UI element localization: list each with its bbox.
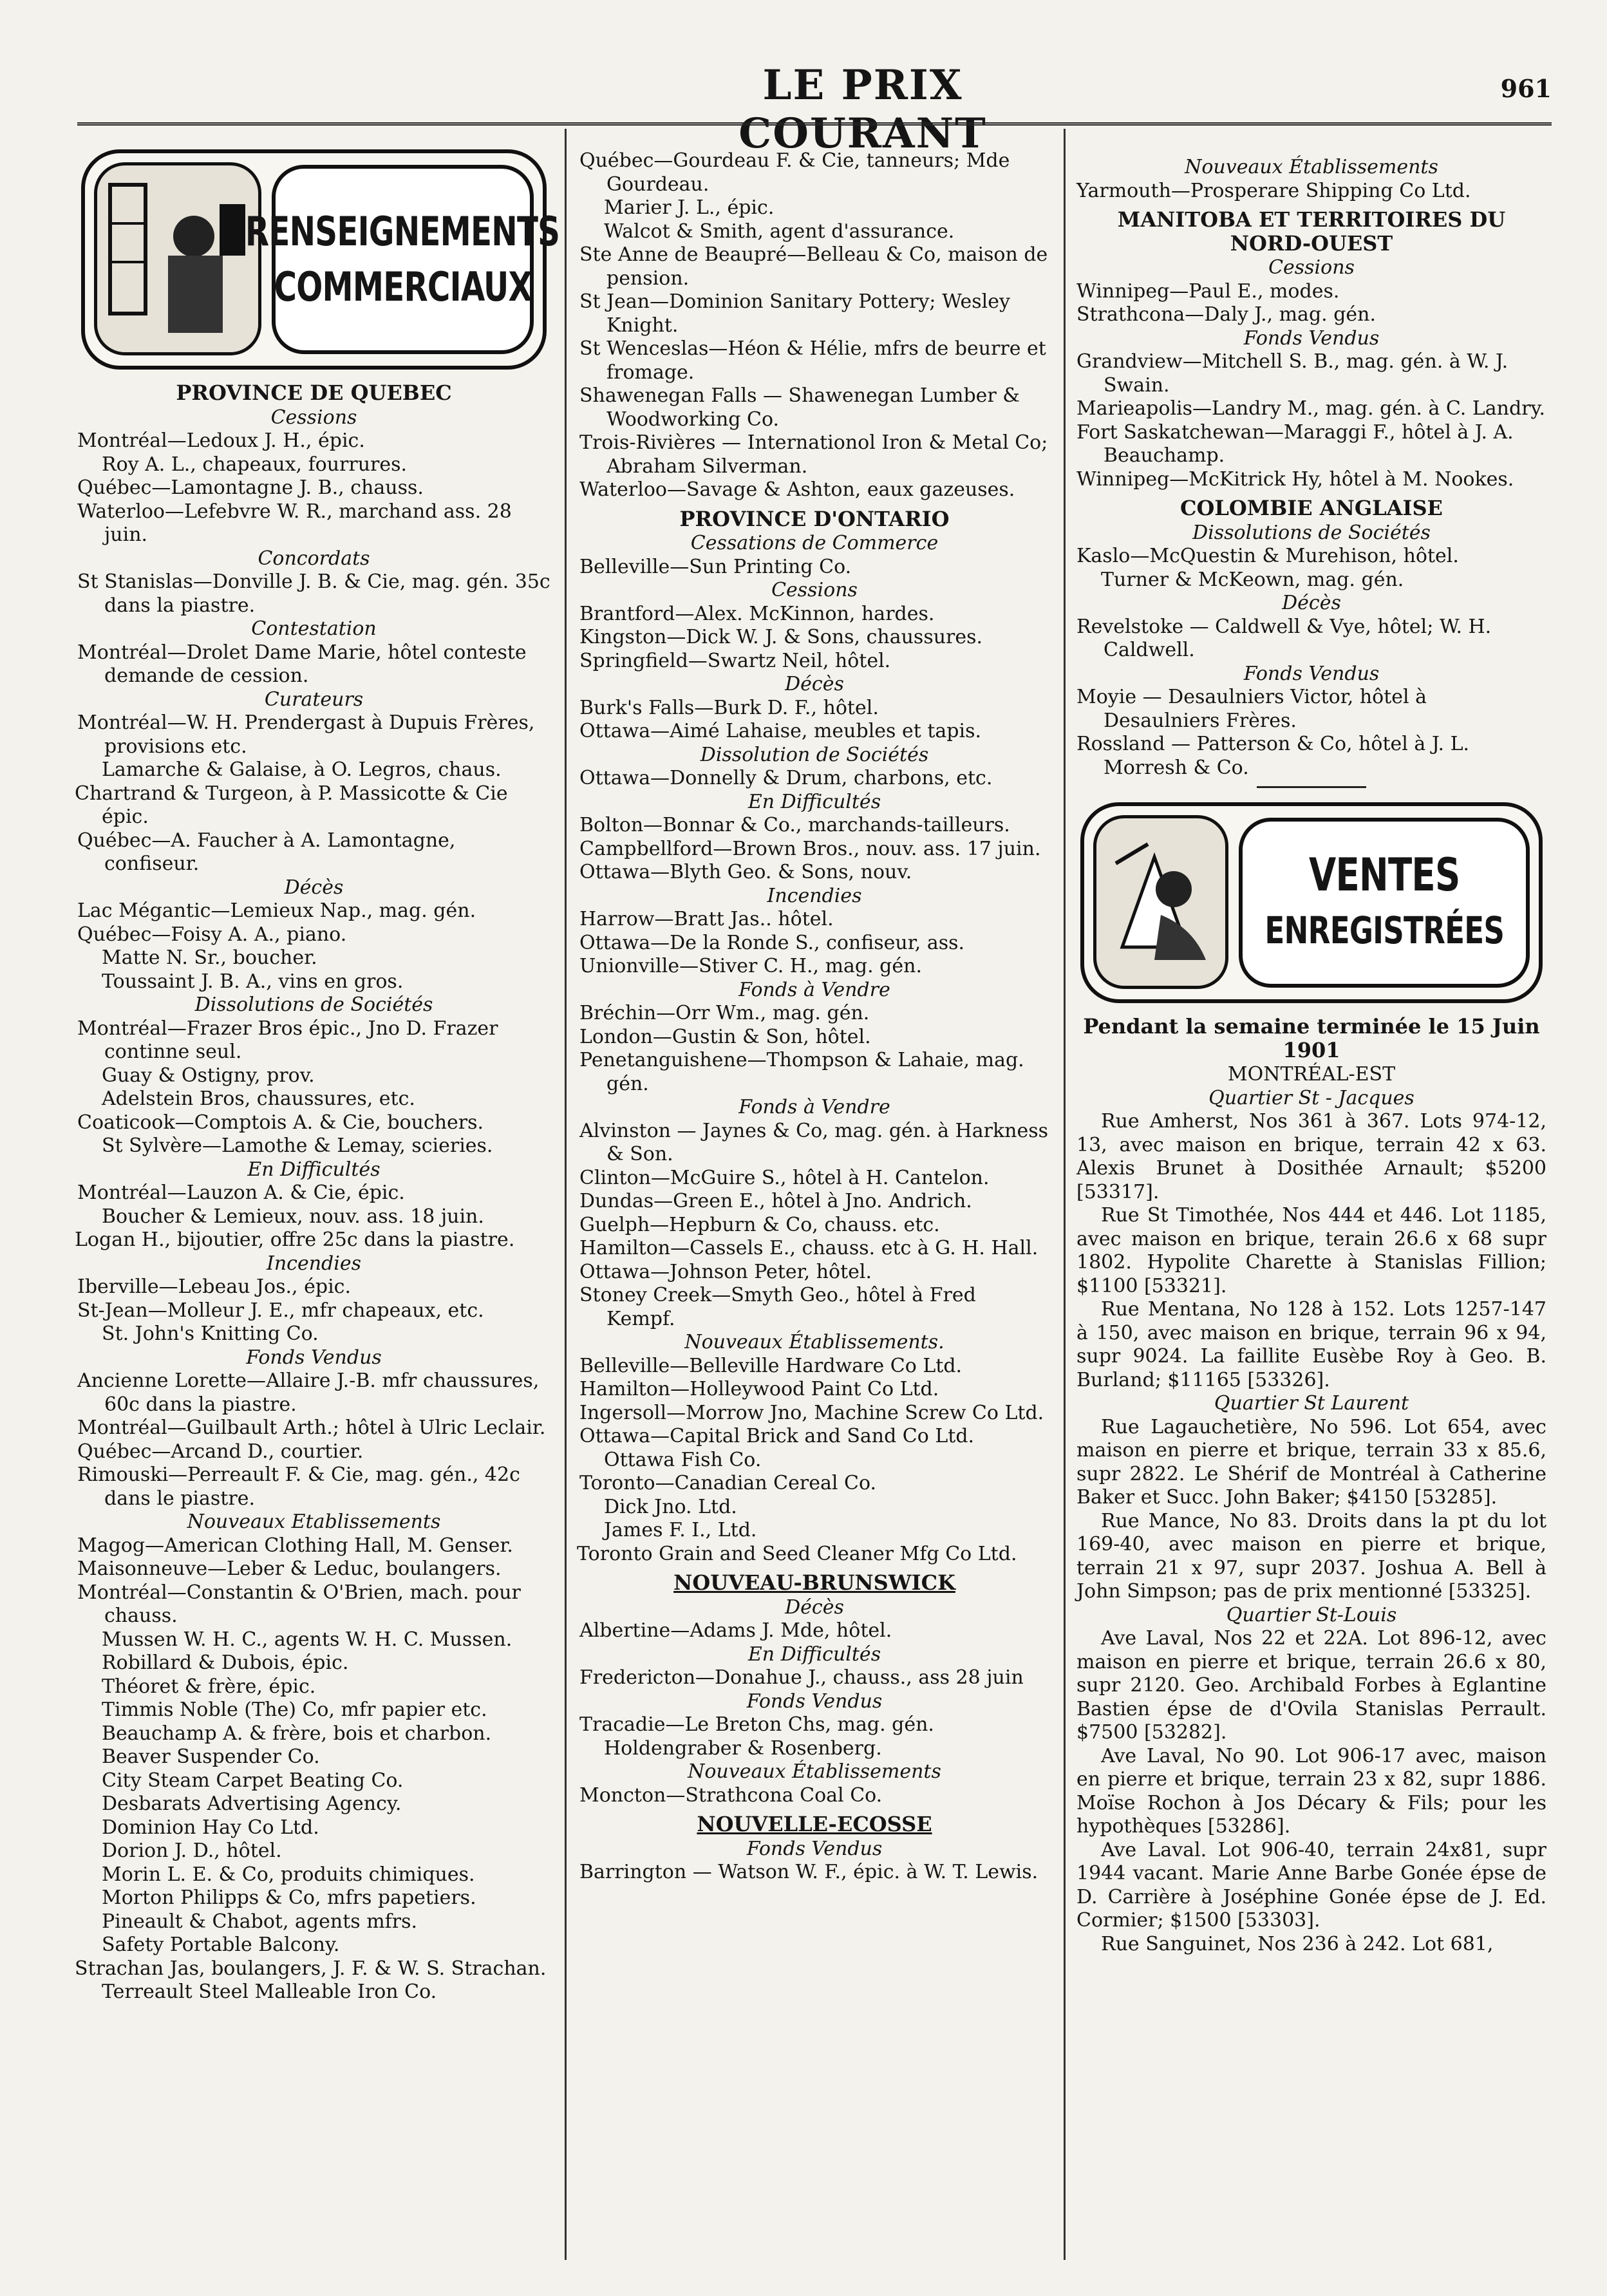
listing-entry: Montréal—Lauzon A. & Cie, épic. <box>77 1181 405 1204</box>
listing-entry: Bolton—Bonnar & Co., marchands-tailleurs. <box>579 814 1010 836</box>
middle-listings <box>579 149 1049 1885</box>
listing-entry: Shawenegan Falls — Shawenegan Lumber & Woodworking Co. <box>579 384 1020 431</box>
listing-entry: Hamilton—Cassels E., chauss. etc à G. H. Hall. <box>579 1237 1038 1259</box>
merchant-illustration <box>94 162 261 355</box>
banner-line-1: RENSEIGNEMENTS <box>245 208 560 255</box>
listing-entry: Rue Mentana, No 128 à 152. Lots 1257-147 à 150, avec maison en brique, terrain 96 x 94, supr 9024. La faillite Eusèbe Roy à Geo. B. Burland; $11165 [53326]. <box>1076 1298 1546 1391</box>
ventes-line-2: ENREGISTRÉES <box>1264 908 1504 952</box>
listing-entry: Grandview—Mitchell S. B., mag. gén. à W. J. Swain. <box>1076 350 1508 397</box>
listing-entry: Strachan Jas, boulangers, J. F. & W. S. Strachan. <box>75 1957 547 1980</box>
listing-entry: Rue Amherst, Nos 361 à 367. Lots 974-12, 13, avec maison en brique, terrain 42 x 63. Alexis Brunet à Dosithée Arnault; $5200 [53317]. <box>1076 1110 1546 1203</box>
subsection-heading: Cessions <box>270 406 357 429</box>
listing-entry: Québec—Gourdeau F. & Cie, tanneurs; Mde Gourdeau. <box>579 149 1010 196</box>
renseignements-banner <box>81 149 560 370</box>
listing-entry: Rue Mance, No 83. Droits dans la pt du lot 169-40, avec maison en pierre et brique, terrain 21 x 97, supr 2037. Joshua A. Bell à John Simpson; pas de prix mentionné [53325]. <box>1076 1509 1546 1603</box>
listing-entry: Stoney Creek—Smyth Geo., hôtel à Fred Kempf. <box>579 1284 976 1330</box>
listing-entry: Chartrand & Turgeon, à P. Massicotte & Cie épic. <box>75 782 508 828</box>
listing-entry: Rimouski—Perreault F. & Cie, mag. gén., 42c dans le piastre. <box>77 1463 520 1510</box>
subsection-heading: Nouveaux Etablissements <box>187 1510 441 1533</box>
listing-entry: Maisonneuve—Leber & Leduc, boulangers. <box>77 1557 502 1580</box>
listing-entry: Boucher & Lemieux, nouv. ass. 18 juin. <box>102 1205 484 1228</box>
listing-entry: Ingersoll—Morrow Jno, Machine Screw Co Ltd. <box>579 1401 1044 1424</box>
section-heading: NOUVELLE-ECOSSE <box>697 1812 932 1836</box>
listing-entry: Toronto Grain and Seed Cleaner Mfg Co Ltd. <box>577 1542 1017 1565</box>
subsection-heading: Fonds Vendus <box>1243 326 1380 350</box>
listing-entry: Moncton—Strathcona Coal Co. <box>579 1783 883 1807</box>
middle-column <box>579 149 1049 1885</box>
section-heading: Pendant la semaine terminée le 15 Juin 1901 <box>1083 1014 1540 1062</box>
listing-entry: Ottawa—Capital Brick and Sand Co Ltd. <box>579 1425 975 1447</box>
subsection-heading: Contestation <box>251 617 377 640</box>
listing-entry: Kaslo—McQuestin & Murehison, hôtel. <box>1076 545 1459 567</box>
subsection-heading: Incendies <box>267 1252 361 1275</box>
listing-entry: Mussen W. H. C., agents W. H. C. Mussen. <box>102 1628 512 1651</box>
listing-entry: MONTRÉAL-EST <box>1227 1063 1396 1086</box>
subsection-heading: Cessions <box>771 579 858 601</box>
subsection-heading: Quartier St-Louis <box>1226 1603 1397 1626</box>
listing-entry: Magog—American Clothing Hall, M. Genser. <box>77 1534 513 1557</box>
listing-entry: Ancienne Lorette—Allaire J.-B. mfr chaussures, 60c dans la piastre. <box>77 1369 540 1416</box>
subsection-heading: Fonds Vendus <box>746 1689 883 1713</box>
listing-entry: St Wenceslas—Héon & Hélie, mfrs de beurre et fromage. <box>579 337 1046 384</box>
listing-entry: St Jean—Dominion Sanitary Pottery; Wesley Knight. <box>579 290 1010 337</box>
listing-entry: Penetanguishene—Thompson & Lahaie, mag. gén. <box>579 1049 1024 1095</box>
listing-entry: Bréchin—Orr Wm., mag. gén. <box>579 1002 870 1024</box>
section-heading: COLOMBIE ANGLAISE <box>1180 496 1443 520</box>
listing-entry: Robillard & Dubois, épic. <box>102 1651 349 1674</box>
ventes-title <box>1239 818 1530 988</box>
subsection-heading: En Difficultés <box>747 790 881 813</box>
listing-entry: Springfield—Swartz Neil, hôtel. <box>579 649 891 672</box>
separator <box>1257 786 1366 788</box>
subsection-heading: Concordats <box>258 547 370 570</box>
subsection-heading: Quartier St - Jacques <box>1208 1086 1414 1109</box>
listing-entry: Kingston—Dick W. J. & Sons, chaussures. <box>579 626 983 648</box>
listing-entry: Belleville—Belleville Hardware Co Ltd. <box>579 1354 963 1377</box>
subsection-heading: Nouveaux Établissements. <box>684 1331 944 1353</box>
listing-entry: Fort Saskatchewan—Maraggi F., hôtel à J. A. Beauchamp. <box>1076 420 1514 467</box>
subsection-heading: Dissolutions de Sociétés <box>194 993 433 1016</box>
listing-entry: Lamarche & Galaise, à O. Legros, chaus. <box>102 758 502 781</box>
listing-entry: Rue St Timothée, Nos 444 et 446. Lot 1185, avec maison en brique, terain 26.6 x 68 supr 1802. Hypolite Charette à Stanislas Fillion; $1100 [53321]. <box>1076 1204 1546 1297</box>
listing-entry: Barrington — Watson W. F., épic. à W. T. Lewis. <box>579 1861 1038 1883</box>
listing-entry: Fredericton—Donahue J., chauss., ass 28 juin <box>579 1666 1024 1689</box>
listing-entry: Dominion Hay Co Ltd. <box>102 1816 319 1839</box>
section-heading: PROVINCE DE QUEBEC <box>176 381 452 405</box>
listing-entry: Ottawa—De la Ronde S., confiseur, ass. <box>579 931 965 954</box>
listing-entry: Dorion J. D., hôtel. <box>102 1840 282 1862</box>
listing-entry: Hamilton—Holleywood Paint Co Ltd. <box>579 1378 939 1400</box>
listing-entry: Ottawa—Blyth Geo. & Sons, nouv. <box>579 861 912 883</box>
column-divider <box>1064 129 1066 2260</box>
listing-entry: Ave Laval. Lot 906-40, terrain 24x81, supr 1944 vacant. Marie Anne Barbe Gonée épse de D. Carrière à Joséphine Gonée épse de J. Ed. Cormier; $1500 [53303]. <box>1076 1838 1546 1932</box>
subsection-heading: Incendies <box>767 884 862 907</box>
listing-entry: Toronto—Canadian Cereal Co. <box>579 1472 877 1494</box>
listing-entry: Campbellford—Brown Bros., nouv. ass. 17 juin. <box>579 837 1041 860</box>
subsection-heading: Curateurs <box>264 688 364 711</box>
listing-entry: St-Jean—Molleur J. E., mfr chapeaux, etc. <box>77 1299 484 1322</box>
listing-entry: Morin L. E. & Co, produits chimiques. <box>102 1863 475 1886</box>
listing-entry: Montréal—Drolet Dame Marie, hôtel conteste demande de cession. <box>77 641 527 687</box>
section-heading: PROVINCE D'ONTARIO <box>679 506 950 531</box>
listing-entry: Waterloo—Lefebvre W. R., marchand ass. 28 juin. <box>77 500 512 546</box>
banner-title <box>245 165 560 354</box>
subsection-heading: Fonds à Vendre <box>738 978 890 1001</box>
listing-entry: Théoret & frère, épic. <box>102 1675 316 1698</box>
listing-entry: Ottawa Fish Co. <box>604 1448 762 1471</box>
section-heading: MANITOBA ET TERRITOIRES DU NORD-OUEST <box>1117 207 1506 256</box>
masthead <box>77 61 1552 158</box>
listing-entry: Ottawa—Aimé Lahaise, meubles et tapis. <box>579 720 982 742</box>
listing-entry: Unionville—Stiver C. H., mag. gén. <box>579 955 923 977</box>
subsection-heading: En Difficultés <box>247 1158 381 1181</box>
listing-entry: Beaver Suspender Co. <box>102 1746 320 1768</box>
listing-entry: Timmis Noble (The) Co, mfr papier etc. <box>102 1698 487 1721</box>
masthead-title: LE PRIX COURANT <box>738 61 987 158</box>
listing-entry: Logan H., bijoutier, offre 25c dans la piastre. <box>75 1228 515 1251</box>
listing-entry: Montréal—Guilbault Arth.; hôtel à Ulric Leclair. <box>77 1416 546 1439</box>
listing-entry: Brantford—Alex. McKinnon, hardes. <box>579 602 935 625</box>
listing-entry: Québec—Lamontagne J. B., chauss. <box>77 476 424 499</box>
listing-entry: Montréal—W. H. Prendergast à Dupuis Frères, provisions etc. <box>77 711 535 758</box>
listing-entry: Adelstein Bros, chaussures, etc. <box>102 1087 415 1110</box>
listing-entry: Toussaint J. B. A., vins en gros. <box>102 970 404 993</box>
listing-entry: Ave Laval, No 90. Lot 906-17 avec, maison en pierre et brique, terrain 23 x 82, supr 1886. Moïse Rochon à Jos Décary & Fils; pour les hypothèques [53286]. <box>1076 1744 1546 1838</box>
subsection-heading: Quartier St Laurent <box>1214 1392 1409 1415</box>
listing-entry: Matte N. Sr., boucher. <box>102 946 317 969</box>
listing-entry: Holdengraber & Rosenberg. <box>604 1736 882 1760</box>
listing-entry: Ottawa—Donnelly & Drum, charbons, etc. <box>579 767 993 789</box>
right-listings <box>1076 156 1546 780</box>
listing-entry: St. John's Knitting Co. <box>102 1322 319 1345</box>
listing-entry: Trois-Rivières — Internationol Iron & Metal Co; Abraham Silverman. <box>579 431 1048 478</box>
listing-entry: Iberville—Lebeau Jos., épic. <box>77 1275 351 1298</box>
listing-entry: Belleville—Sun Printing Co. <box>579 555 852 578</box>
column-divider <box>565 129 567 2260</box>
subsection-heading: Fonds Vendus <box>746 1837 883 1860</box>
listing-entry: Dick Jno. Ltd. <box>604 1495 737 1518</box>
section-heading: NOUVEAU-BRUNSWICK <box>673 1570 955 1595</box>
listing-entry: Montréal—Frazer Bros épic., Jno D. Frazer continne seul. <box>77 1017 498 1063</box>
listing-entry: Winnipeg—McKitrick Hy, hôtel à M. Nookes. <box>1076 467 1514 491</box>
subsection-heading: Décès <box>785 673 844 695</box>
sales-listings <box>1076 1015 1546 1956</box>
listing-entry: Québec—Foisy A. A., piano. <box>77 923 347 946</box>
page-number: 961 <box>1500 74 1552 103</box>
subsection-heading: Décès <box>1282 592 1341 614</box>
ventes-line-1: VENTES <box>1308 849 1460 901</box>
left-column <box>75 135 560 2004</box>
listing-entry: Ste Anne de Beaupré—Belleau & Co, maison de pension. <box>579 243 1048 290</box>
subsection-heading: Cessations de Commerce <box>690 532 939 554</box>
listing-entry: Montréal—Ledoux J. H., épic. <box>77 429 365 452</box>
listing-entry: St Stanislas—Donville J. B. & Cie, mag. gén. 35c dans la piastre. <box>77 570 550 617</box>
left-listings <box>77 381 550 2004</box>
subsection-heading: En Difficultés <box>747 1642 881 1666</box>
subsection-heading: Dissolution de Sociétés <box>700 743 929 766</box>
header-rule <box>77 122 1552 126</box>
listing-entry: Guay & Ostigny, prov. <box>102 1064 315 1087</box>
listing-entry: Strathcona—Daly J., mag. gén. <box>1076 303 1377 326</box>
listing-entry: Ave Laval, Nos 22 et 22A. Lot 896-12, avec maison en pierre et brique, terrain 26.6 x 80, supr 2120. Geo. Archibald Forbes à Eglantine Bastien épse de d'Ovila Stanislas Perrault. $7500 [53282]. <box>1076 1627 1546 1744</box>
listing-entry: Marier J. L., épic. <box>604 196 775 219</box>
subsection-heading: Décès <box>785 1595 844 1619</box>
listing-entry: Québec—A. Faucher à A. Lamontagne, confiseur. <box>77 829 456 875</box>
listing-entry: Coaticook—Comptois A. & Cie, bouchers. <box>77 1111 484 1134</box>
listing-entry: Desbarats Advertising Agency. <box>102 1793 402 1815</box>
listing-entry: Morton Philipps & Co, mfrs papetiers. <box>102 1887 476 1909</box>
listing-entry: Burk's Falls—Burk D. F., hôtel. <box>579 696 879 719</box>
listing-entry: London—Gustin & Son, hôtel. <box>579 1025 871 1048</box>
subsection-heading: Dissolutions de Sociétés <box>1192 521 1431 544</box>
listing-entry: City Steam Carpet Beating Co. <box>102 1769 404 1792</box>
listing-entry: Alvinston — Jaynes & Co, mag. gén. à Harkness & Son. <box>579 1119 1049 1165</box>
ventes-banner <box>1080 802 1543 1003</box>
listing-entry: Guelph—Hepburn & Co, chauss. etc. <box>579 1213 940 1236</box>
subsection-heading: Fonds à Vendre <box>738 1096 890 1118</box>
listing-entry: Marieapolis—Landry M., mag. gén. à C. Landry. <box>1076 397 1546 420</box>
listing-entry: Rossland — Patterson & Co, hôtel à J. L. Morresh & Co. <box>1076 733 1470 779</box>
auction-illustration <box>1093 815 1228 989</box>
listing-entry: Moyie — Desaulniers Victor, hôtel à Desaulniers Frères. <box>1076 686 1427 732</box>
listing-entry: James F. I., Ltd. <box>604 1519 757 1541</box>
listing-entry: Roy A. L., chapeaux, fourrures. <box>102 453 408 476</box>
listing-entry: Waterloo—Savage & Ashton, eaux gazeuses. <box>579 478 1015 501</box>
listing-entry: Revelstoke — Caldwell & Vye, hôtel; W. H. Caldwell. <box>1076 615 1492 661</box>
listing-entry: Turner & McKeown, mag. gén. <box>1101 568 1404 591</box>
listing-entry: St Sylvère—Lamothe & Lemay, scieries. <box>102 1134 493 1157</box>
listing-entry: Lac Mégantic—Lemieux Nap., mag. gén. <box>77 899 476 922</box>
listing-entry: Winnipeg—Paul E., modes. <box>1076 279 1340 303</box>
listing-entry: Yarmouth—Prosperare Shipping Co Ltd. <box>1076 179 1471 202</box>
listing-entry: Québec—Arcand D., courtier. <box>77 1440 364 1463</box>
listing-entry: Rue Sanguinet, Nos 236 à 242. Lot 681, <box>1101 1932 1494 1955</box>
subsection-heading: Fonds Vendus <box>1243 662 1380 685</box>
listing-entry: Clinton—McGuire S., hôtel à H. Cantelon. <box>579 1166 990 1189</box>
subsection-heading: Fonds Vendus <box>246 1346 382 1369</box>
listing-entry: Montréal—Constantin & O'Brien, mach. pour chauss. <box>77 1581 521 1627</box>
subsection-heading: Décès <box>284 876 344 899</box>
listing-entry: Ottawa—Johnson Peter, hôtel. <box>579 1260 872 1283</box>
listing-entry: Dundas—Green E., hôtel à Jno. Andrich. <box>579 1190 972 1212</box>
listing-entry: Pineault & Chabot, agents mfrs. <box>102 1910 418 1933</box>
listing-entry: Terreault Steel Malleable Iron Co. <box>102 1981 437 2003</box>
listing-entry: Beauchamp A. & frère, bois et charbon. <box>102 1722 492 1745</box>
listing-entry: Safety Portable Balcony. <box>102 1934 340 1956</box>
banner-line-2: COMMERCIAUX <box>274 263 532 310</box>
subsection-heading: Nouveaux Établissements <box>1185 156 1438 178</box>
right-column <box>1076 156 1546 1956</box>
listing-entry: Tracadie—Le Breton Chs, mag. gén. <box>579 1713 934 1736</box>
subsection-heading: Nouveaux Établissements <box>688 1760 941 1783</box>
listing-entry: Harrow—Bratt Jas.. hôtel. <box>579 908 834 930</box>
subsection-heading: Cessions <box>1268 256 1355 279</box>
listing-entry: Albertine—Adams J. Mde, hôtel. <box>579 1619 892 1642</box>
listing-entry: Walcot & Smith, agent d'assurance. <box>604 220 955 243</box>
listing-entry: Rue Lagauchetière, No 596. Lot 654, avec maison en pierre et brique, terrain 33 x 85.6, supr 2822. Le Shérif de Montréal à Catherine Baker et Succ. John Baker; $4150 [53285]. <box>1076 1415 1546 1509</box>
